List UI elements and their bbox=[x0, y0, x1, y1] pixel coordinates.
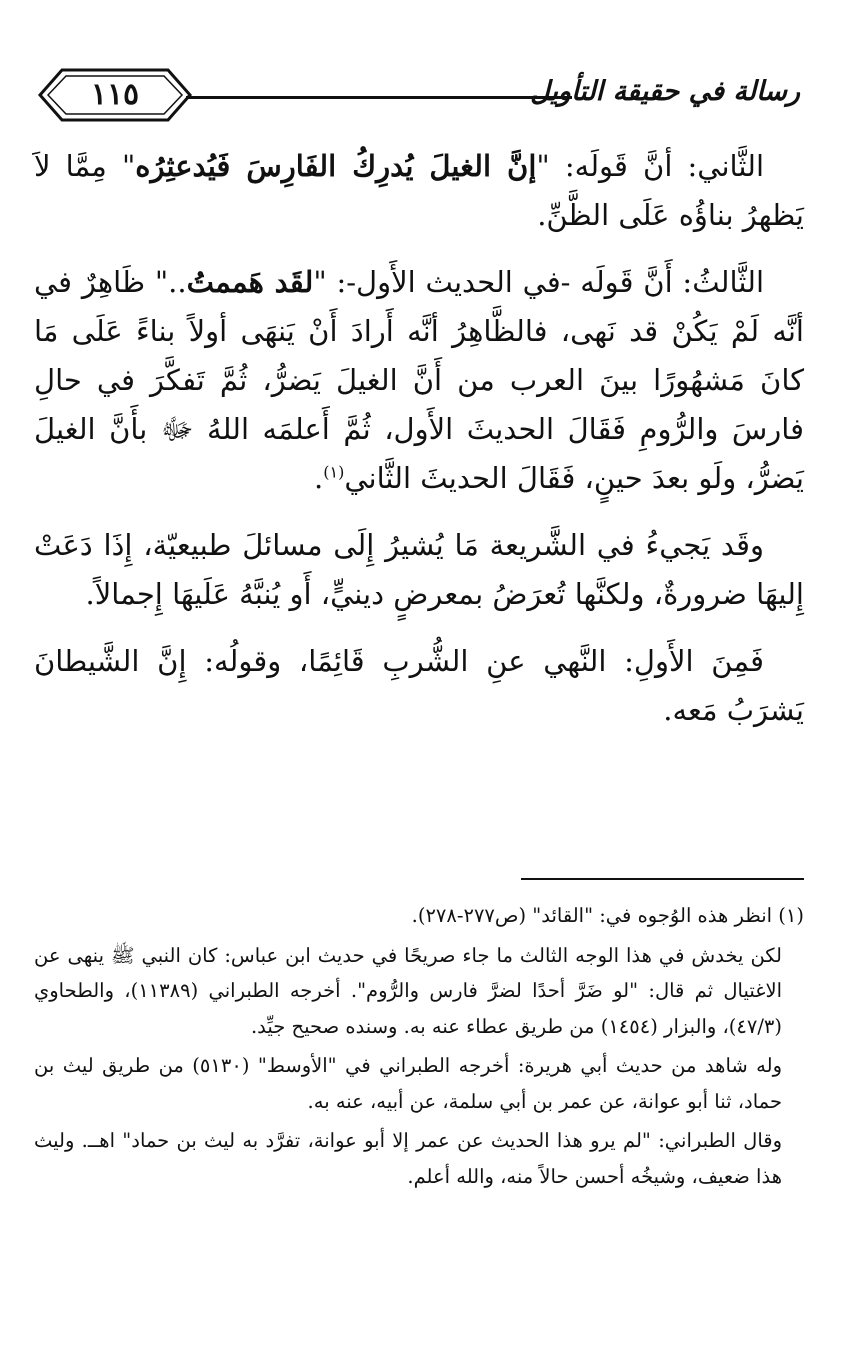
paragraph-text: الثَّاني: أنَّ قَولَه: " bbox=[536, 149, 765, 183]
footnote-reference[interactable]: (١) bbox=[323, 462, 345, 482]
paragraph-text: . bbox=[314, 461, 324, 495]
page-header bbox=[36, 58, 800, 124]
footnote-1-witness: وله شاهد من حديث أبي هريرة: أخرجه الطبراني في "الأوسط" (٥١٣٠) من طريق ليث بن حماد، ثنا أبو عوانة، عن عمر بن أبي سلمة، عن أبيه، عنه به. bbox=[34, 1054, 782, 1113]
hadith-quote: إنَّ الغيلَ يُدرِكُ الفَارِسَ فَيُدعثِرُه bbox=[135, 149, 537, 183]
footnotes bbox=[34, 898, 804, 1198]
page-number-badge bbox=[36, 64, 194, 126]
footnote-1-tabarani-note: وقال الطبراني: "لم يرو هذا الحديث عن عمر إلا أبو عوانة، تفرَّد به ليث بن حماد" اهــ. وليث هذا ضعيف، وشيخُه أحسن حالاً منه، والله أعلم. bbox=[34, 1129, 782, 1188]
main-text bbox=[34, 142, 804, 753]
footnote-1-continued: لكن يخدش في هذا الوجه الثالث ما جاء صريحًا في حديث ابن عباس: كان النبي ﷺ ينهى عن الاغتيال ثم قال: "لو ضَرَّ أحدًا لضرَّ فارس والرُّوم". أخرجه الطبراني (١١٣٨٩)، والطحاوي (٤٧/٣)، والبزار (١٤٥٤) من طريق عطاء عنه به. وسنده صحيح جيِّد. bbox=[34, 943, 782, 1038]
paragraph-third-point bbox=[34, 258, 804, 503]
page-number: ١١٥ bbox=[90, 77, 140, 112]
header-rule bbox=[186, 96, 572, 99]
paragraph-text: .." ظَاهِرٌ في أنَّه لَمْ يَكُنْ قد نَهى، فالظَّاهِرُ أنَّه أَرادَ أَنْ يَنهَى أولاً بناءً عَلَى مَا كانَ مَشهُورًا بينَ العرب من أَنَّ الغيلَ يَضرُّ، ثُمَّ تَفكَّرَ في حالِ فارسَ والرُّومِ فَقَالَ الحديثَ الأَول، ثُمَّ أَعلمَه اللهُ ﷻ بأَنَّ الغيلَ يَضرُّ، ولَو بعدَ حينٍ، فَقَالَ الحديثَ الثَّاني bbox=[34, 265, 804, 495]
running-title: رسالة في حقيقة التأويل bbox=[530, 76, 800, 107]
paragraph-second-point bbox=[34, 142, 804, 240]
paragraph-text: الثَّالثُ: أَنَّ قَولَه -في الحديث الأَول-: " bbox=[313, 265, 764, 299]
hadith-quote: لقَد هَممتُ bbox=[186, 265, 314, 299]
footnote-1: (١) انظر هذه الوُجوه في: "القائد" (ص٢٧٧-٢٧٨). bbox=[411, 904, 804, 927]
paragraph-natural-matters: وقَد يَجيءُ في الشَّريعة مَا يُشيرُ إِلَى مسائلَ طبيعيّة، إِذَا دَعَتْ إِليهَا ضرورةٌ، ولكنَّها تُعرَضُ بمعرضٍ دينيٍّ، أَو يُنبَّهُ عَلَيهَا إِجمالاً. bbox=[34, 528, 804, 611]
footnote-separator bbox=[521, 878, 804, 880]
paragraph-first-kind: فَمِنَ الأَولِ: النَّهي عنِ الشُّربِ قَائِمًا، وقولُه: إِنَّ الشَّيطانَ يَشرَبُ مَعه. bbox=[34, 644, 804, 727]
paragraph-text: " مِمَّا لاَ يَظهرُ بناؤُه عَلَى الظَّنِّ. bbox=[34, 149, 804, 232]
